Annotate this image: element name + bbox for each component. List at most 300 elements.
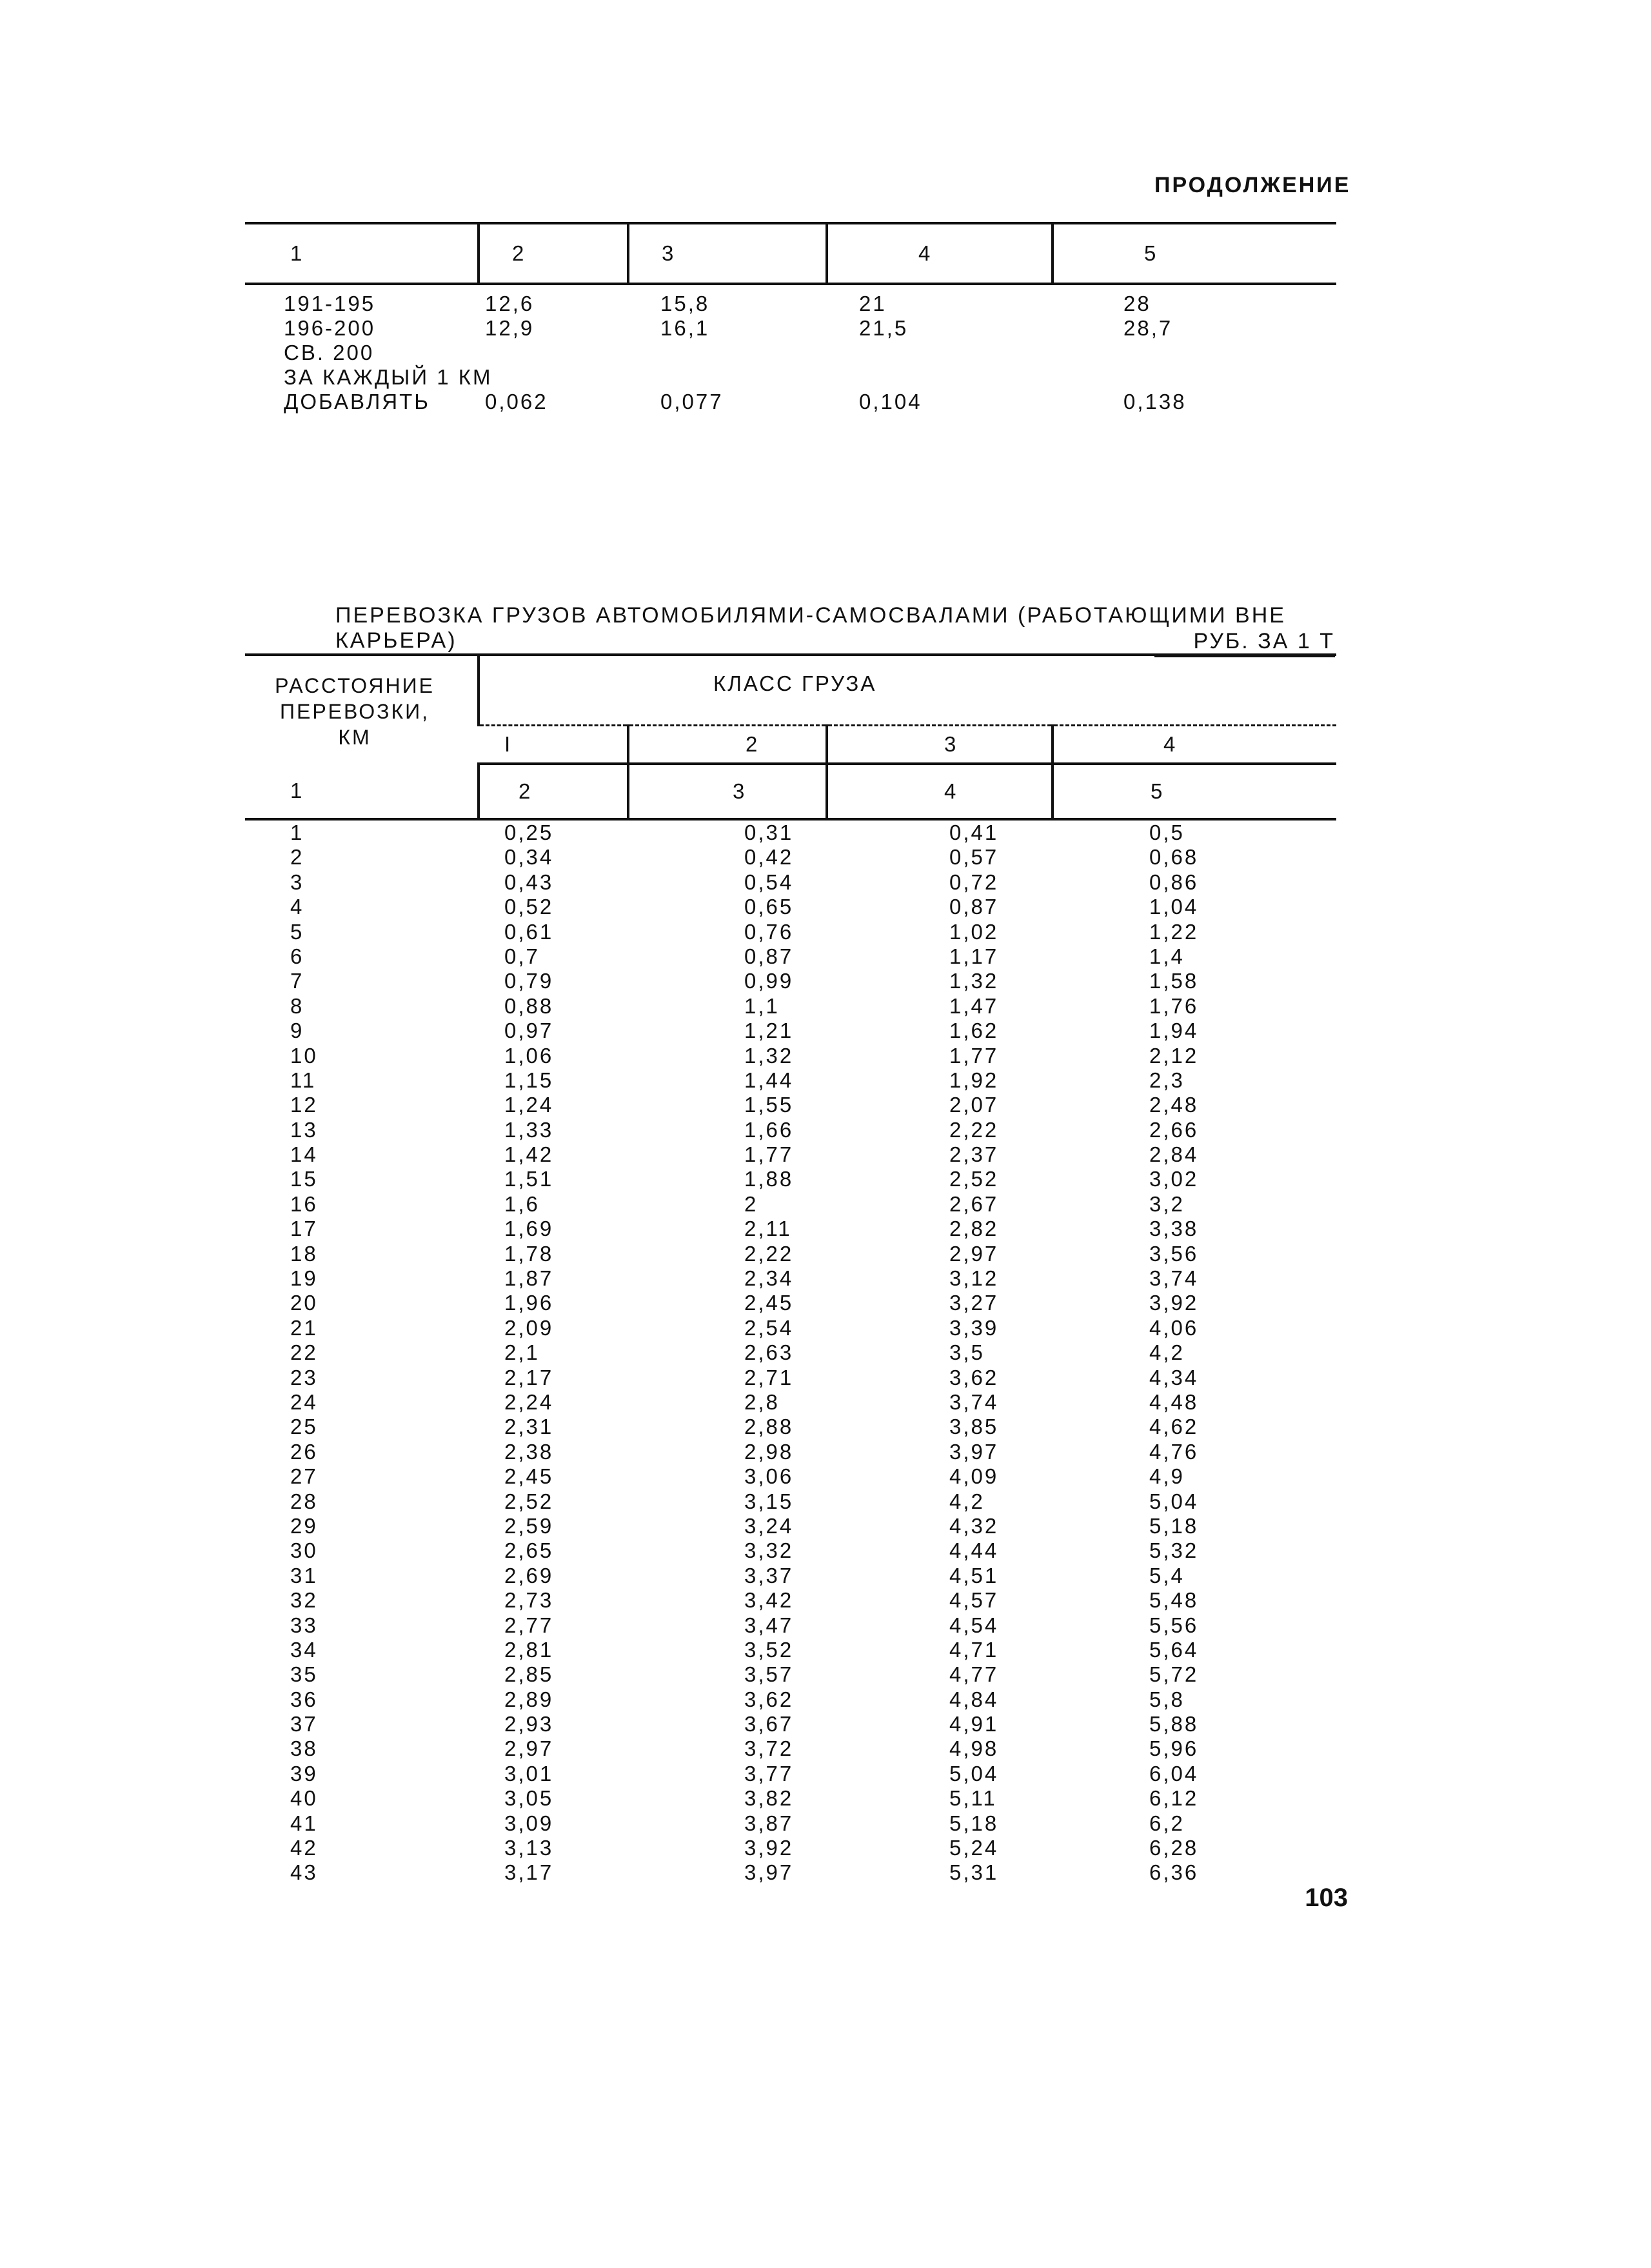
rate-cell: 2,98 <box>744 1439 794 1464</box>
rate-cell: 2,97 <box>949 1241 999 1266</box>
distance-cell: 34 <box>290 1637 318 1662</box>
rate-cell: 3,57 <box>744 1662 794 1687</box>
rate-cell: 3,15 <box>744 1489 794 1513</box>
distance-cell: 15 <box>290 1167 318 1191</box>
rate-cell: 3,74 <box>1149 1266 1199 1291</box>
rate-cell: 5,96 <box>1149 1736 1199 1761</box>
rate-cell: 0,86 <box>1149 870 1199 894</box>
rate-cell: 0,5 <box>1149 821 1185 844</box>
column-number: 2 <box>479 223 628 284</box>
table-row <box>245 1118 1336 1142</box>
rate-cell: 3,47 <box>744 1613 794 1637</box>
table-row <box>245 1217 1336 1241</box>
table-row <box>245 1687 1336 1712</box>
rate-cell: 2,09 <box>504 1315 554 1340</box>
rate-cell: 5,56 <box>1149 1613 1199 1637</box>
rate-cell: 3,2 <box>1149 1191 1185 1216</box>
rate-cell: 3,62 <box>949 1365 999 1389</box>
table-cell: 12,6 <box>485 292 535 315</box>
rate-cell: 1,6 <box>504 1191 540 1216</box>
column-number: 4 <box>827 764 1053 819</box>
rate-cell: 3,06 <box>744 1464 794 1489</box>
table-cell <box>628 341 827 365</box>
distance-cell: 16 <box>290 1191 318 1216</box>
rate-cell: 5,04 <box>1149 1489 1199 1513</box>
table-row <box>245 1366 1336 1390</box>
rate-cell: 0,7 <box>504 944 540 968</box>
table-cell: 16,1 <box>660 316 710 340</box>
rate-cell: 1,32 <box>949 969 999 993</box>
rate-cell: 4,84 <box>949 1687 999 1711</box>
distance-cell: 42 <box>290 1836 318 1860</box>
rate-cell: 2,66 <box>1149 1117 1199 1142</box>
table-row <box>245 1142 1336 1167</box>
table-cell: 12,9 <box>485 316 535 340</box>
distance-cell: 31 <box>290 1563 318 1587</box>
table-cell <box>479 341 628 365</box>
rate-cell: 0,88 <box>504 993 554 1018</box>
rate-cell: 3,82 <box>744 1786 794 1811</box>
rate-cell: 3,17 <box>504 1860 554 1885</box>
rate-cell: 4,32 <box>949 1513 999 1538</box>
rate-cell: 1,21 <box>744 1019 794 1043</box>
rate-cell: 2,82 <box>949 1217 999 1241</box>
distance-cell: 14 <box>290 1142 318 1167</box>
column-number: 3 <box>628 764 827 819</box>
rate-cell: 0,76 <box>744 919 794 944</box>
rate-cell: 4,77 <box>949 1662 999 1687</box>
distance-cell: 38 <box>290 1736 318 1761</box>
table-row <box>245 1762 1336 1786</box>
table-row <box>245 969 1336 993</box>
table-cell <box>827 341 1053 365</box>
table-cell <box>1053 341 1336 365</box>
distance-cell: 11 <box>290 1068 317 1092</box>
rate-cell: 2,22 <box>744 1241 794 1266</box>
rate-cell: 2,22 <box>949 1117 999 1142</box>
rate-cell: 3,92 <box>744 1836 794 1860</box>
table-cell: ДОБАВЛЯТЬ <box>284 390 430 413</box>
table-row <box>245 365 1336 390</box>
rate-cell: 0,61 <box>504 919 554 944</box>
rate-cell: 1,88 <box>744 1167 794 1191</box>
rate-cell: 0,54 <box>744 870 794 894</box>
distance-cell: 2 <box>290 845 304 870</box>
rate-cell: 4,54 <box>949 1613 999 1637</box>
table-row <box>245 1786 1336 1811</box>
rate-cell: 2,54 <box>744 1315 794 1340</box>
rate-cell: 5,11 <box>949 1786 997 1811</box>
rate-cell: 2,45 <box>744 1291 794 1315</box>
table-row <box>245 284 1336 316</box>
rate-cell: 0,65 <box>744 895 794 919</box>
rate-cell: 0,57 <box>949 845 999 870</box>
column-number: 2 <box>479 764 628 819</box>
table-row <box>245 1415 1336 1439</box>
rate-cell: 4,91 <box>949 1712 999 1736</box>
rate-cell: 4,2 <box>1149 1340 1185 1365</box>
table-row <box>245 1736 1336 1761</box>
rate-cell: 1,1 <box>744 993 780 1018</box>
rate-cell: 3,42 <box>744 1588 794 1613</box>
rate-cell: 1,4 <box>1149 944 1185 968</box>
table-row <box>245 1662 1336 1687</box>
distance-cell: 28 <box>290 1489 318 1513</box>
rate-cell: 3,77 <box>744 1761 794 1786</box>
table-row <box>245 895 1336 919</box>
table-row <box>245 1044 1336 1068</box>
rate-cell: 4,2 <box>949 1489 985 1513</box>
rate-cell: 2,65 <box>504 1538 554 1563</box>
rate-cell: 5,48 <box>1149 1588 1199 1613</box>
rate-cell: 0,79 <box>504 969 554 993</box>
distance-cell: 13 <box>290 1117 318 1142</box>
rate-cell: 2,31 <box>504 1415 554 1439</box>
rate-cell: 1,51 <box>504 1167 554 1191</box>
table-row <box>245 1538 1336 1563</box>
distance-header-line: ПЕРЕВОЗКИ, <box>279 700 430 723</box>
table-row <box>245 1588 1336 1613</box>
rate-cell: 4,34 <box>1149 1365 1199 1389</box>
column-number: 4 <box>827 223 1053 284</box>
table-cell: 0,062 <box>485 390 548 413</box>
rate-cell: 5,18 <box>949 1811 999 1835</box>
table-cell: 0,138 <box>1123 390 1187 413</box>
table-row <box>245 1266 1336 1291</box>
cargo-class-column: I <box>479 726 628 764</box>
table-cell: 196-200 <box>284 316 376 340</box>
rate-cell: 2,37 <box>949 1142 999 1167</box>
header-row <box>245 655 1336 726</box>
column-number: 1 <box>245 764 479 819</box>
rate-cell: 6,04 <box>1149 1761 1199 1786</box>
distance-cell: 25 <box>290 1415 318 1439</box>
rate-cell: 1,24 <box>504 1093 554 1117</box>
rate-cell: 1,66 <box>744 1117 794 1142</box>
rate-cell: 1,22 <box>1149 919 1199 944</box>
table-cell <box>479 365 628 390</box>
rate-cell: 0,41 <box>949 821 999 844</box>
distance-cell: 9 <box>290 1019 304 1043</box>
rate-cell: 1,33 <box>504 1117 554 1142</box>
rate-cell: 3,05 <box>504 1786 554 1811</box>
rate-cell: 3,01 <box>504 1761 554 1786</box>
rate-cell: 0,99 <box>744 969 794 993</box>
rate-cell: 1,55 <box>744 1093 794 1117</box>
table-row <box>245 1167 1336 1191</box>
table-row <box>245 316 1336 341</box>
rate-cell: 1,62 <box>949 1019 999 1043</box>
rate-cell: 5,04 <box>949 1761 999 1786</box>
table-row <box>245 1242 1336 1266</box>
rate-cell: 4,44 <box>949 1538 999 1563</box>
rate-cell: 2,97 <box>504 1736 554 1761</box>
rate-cell: 3,87 <box>744 1811 794 1835</box>
distance-cell: 43 <box>290 1860 318 1885</box>
table-cell: 15,8 <box>660 292 710 315</box>
rate-cell: 3,13 <box>504 1836 554 1860</box>
rate-cell: 2,34 <box>744 1266 794 1291</box>
rate-cell: 1,42 <box>504 1142 554 1167</box>
distance-cell: 41 <box>290 1811 318 1835</box>
table-row <box>245 1811 1336 1836</box>
rate-cell: 4,76 <box>1149 1439 1199 1464</box>
cargo-class-column: 2 <box>628 726 827 764</box>
table-cell: ЗА КАЖДЫЙ 1 КМ <box>284 365 493 389</box>
rate-cell: 5,4 <box>1149 1563 1185 1587</box>
rate-cell: 3,97 <box>744 1860 794 1885</box>
rate-cell: 5,8 <box>1149 1687 1185 1711</box>
table-row <box>245 1316 1336 1340</box>
rate-cell: 2,63 <box>744 1340 794 1365</box>
rate-cell: 3,62 <box>744 1687 794 1711</box>
distance-cell: 26 <box>290 1439 318 1464</box>
rate-cell: 3,92 <box>1149 1291 1199 1315</box>
table-cell: СВ. 200 <box>284 341 375 364</box>
rate-cell: 2,52 <box>949 1167 999 1191</box>
rate-cell: 2,85 <box>504 1662 554 1687</box>
rate-cell: 2,88 <box>744 1415 794 1439</box>
freight-rates-table <box>245 653 1336 1885</box>
rate-cell: 1,17 <box>949 944 999 968</box>
table-cell <box>1053 365 1336 390</box>
continuation-label: ПРОДОЛЖЕНИЕ <box>1154 173 1351 197</box>
rate-cell: 3,74 <box>949 1389 999 1414</box>
table-row <box>245 1860 1336 1885</box>
rate-cell: 0,31 <box>744 821 794 844</box>
table-row <box>245 1638 1336 1662</box>
rate-cell: 6,12 <box>1149 1786 1199 1811</box>
rate-cell: 1,06 <box>504 1043 554 1068</box>
rate-cell: 5,24 <box>949 1836 999 1860</box>
rate-cell: 4,71 <box>949 1637 999 1662</box>
distance-cell: 20 <box>290 1291 318 1315</box>
distance-header-line: РАССТОЯНИЕ <box>275 674 435 697</box>
rate-cell: 2,17 <box>504 1365 554 1389</box>
table-cell: 21,5 <box>859 316 909 340</box>
table-cell: 0,104 <box>859 390 922 413</box>
table-row <box>245 1390 1336 1415</box>
rate-rows <box>245 819 1336 1885</box>
rate-cell: 2,45 <box>504 1464 554 1489</box>
column-number: 3 <box>628 223 827 284</box>
rate-cell: 3,32 <box>744 1538 794 1563</box>
distance-cell: 5 <box>290 919 304 944</box>
rate-cell: 2,07 <box>949 1093 999 1117</box>
cargo-class-column: 3 <box>827 726 1053 764</box>
rate-cell: 6,36 <box>1149 1860 1199 1885</box>
distance-cell: 12 <box>290 1093 318 1117</box>
distance-cell: 22 <box>290 1340 318 1365</box>
rate-cell: 2,93 <box>504 1712 554 1736</box>
table-cell: 21 <box>859 292 887 315</box>
rate-cell: 2,1 <box>504 1340 540 1365</box>
table-row <box>245 1712 1336 1736</box>
rate-cell: 4,09 <box>949 1464 999 1489</box>
table-row <box>245 341 1336 365</box>
column-numbering-row <box>245 764 1336 819</box>
table-title: ПЕРЕВОЗКА ГРУЗОВ АВТОМОБИЛЯМИ-САМОСВАЛАМИ (РАБОТАЮЩИМИ ВНЕ КАРЬЕРА) <box>335 603 1286 653</box>
table-row <box>245 1489 1336 1514</box>
table-cell <box>628 365 827 390</box>
distance-cell: 8 <box>290 993 304 1018</box>
table-row <box>245 1291 1336 1315</box>
distance-cell: 27 <box>290 1464 318 1489</box>
rate-cell: 4,57 <box>949 1588 999 1613</box>
rate-cell: 1,78 <box>504 1241 554 1266</box>
rate-cell: 1,02 <box>949 919 999 944</box>
table-row <box>245 845 1336 870</box>
table-row <box>245 1564 1336 1588</box>
distance-cell: 39 <box>290 1761 318 1786</box>
rate-cell: 2,24 <box>504 1389 554 1414</box>
distance-cell: 4 <box>290 895 304 919</box>
rate-cell: 1,32 <box>744 1043 794 1068</box>
table-cell: 191-195 <box>284 292 376 315</box>
column-number: 5 <box>1053 223 1336 284</box>
rate-cell: 3,37 <box>744 1563 794 1587</box>
distance-cell: 17 <box>290 1217 318 1241</box>
rate-cell: 1,77 <box>949 1043 999 1068</box>
rate-cell: 1,76 <box>1149 993 1199 1018</box>
table-cell: 28,7 <box>1123 316 1173 340</box>
rate-cell: 2,73 <box>504 1588 554 1613</box>
rate-cell: 5,31 <box>949 1860 999 1885</box>
rate-cell: 2,12 <box>1149 1043 1199 1068</box>
distance-cell: 7 <box>290 969 304 993</box>
rate-cell: 1,94 <box>1149 1019 1199 1043</box>
rate-cell: 0,68 <box>1149 845 1199 870</box>
rate-cell: 2,81 <box>504 1637 554 1662</box>
distance-cell: 30 <box>290 1538 318 1563</box>
rate-cell: 1,77 <box>744 1142 794 1167</box>
rate-cell: 5,32 <box>1149 1538 1199 1563</box>
cargo-class-column: 4 <box>1053 726 1336 764</box>
rate-cell: 4,48 <box>1149 1389 1199 1414</box>
rate-cell: 1,44 <box>744 1068 794 1092</box>
rate-cell: 3,56 <box>1149 1241 1199 1266</box>
table-row <box>245 1440 1336 1464</box>
distance-cell: 10 <box>290 1043 318 1068</box>
rate-cell: 0,42 <box>744 845 794 870</box>
table-row <box>245 944 1336 969</box>
table-row <box>245 1068 1336 1093</box>
rate-cell: 3,85 <box>949 1415 999 1439</box>
column-number: 5 <box>1053 764 1336 819</box>
rate-cell: 6,2 <box>1149 1811 1185 1835</box>
rate-cell: 2,84 <box>1149 1142 1199 1167</box>
rate-cell: 3,02 <box>1149 1167 1199 1191</box>
rate-cell: 0,87 <box>949 895 999 919</box>
table-cell <box>827 365 1053 390</box>
rate-cell: 5,18 <box>1149 1513 1199 1538</box>
rate-cell: 1,92 <box>949 1068 999 1092</box>
rate-cell: 2,48 <box>1149 1093 1199 1117</box>
rate-cell: 0,72 <box>949 870 999 894</box>
rate-cell: 1,04 <box>1149 895 1199 919</box>
table-row <box>245 1613 1336 1638</box>
rate-cell: 2 <box>744 1191 758 1216</box>
rate-cell: 4,51 <box>949 1563 999 1587</box>
rate-cell: 3,24 <box>744 1513 794 1538</box>
distance-cell: 40 <box>290 1786 318 1811</box>
rate-cell: 0,34 <box>504 845 554 870</box>
rate-cell: 2,59 <box>504 1513 554 1538</box>
rate-cell: 3,72 <box>744 1736 794 1761</box>
rate-cell: 1,96 <box>504 1291 554 1315</box>
rate-cell: 3,5 <box>949 1340 985 1365</box>
rate-cell: 2,8 <box>744 1389 780 1414</box>
page-number: 103 <box>1305 1884 1348 1912</box>
distance-cell: 32 <box>290 1588 318 1613</box>
distance-cell: 3 <box>290 870 304 894</box>
table-row <box>245 1514 1336 1538</box>
table-row <box>245 1340 1336 1365</box>
rate-cell: 3,27 <box>949 1291 999 1315</box>
distance-header-line: КМ <box>338 726 371 749</box>
distance-cell: 35 <box>290 1662 318 1687</box>
rate-cell: 4,98 <box>949 1736 999 1761</box>
distance-cell: 33 <box>290 1613 318 1637</box>
rate-cell: 4,06 <box>1149 1315 1199 1340</box>
distance-cell: 1 <box>290 821 304 844</box>
rate-cell: 4,62 <box>1149 1415 1199 1439</box>
rate-cell: 1,69 <box>504 1217 554 1241</box>
rate-cell: 5,88 <box>1149 1712 1199 1736</box>
column-number: 1 <box>245 223 479 284</box>
rate-cell: 3,09 <box>504 1811 554 1835</box>
rate-cell: 1,87 <box>504 1266 554 1291</box>
distance-cell: 23 <box>290 1365 318 1389</box>
rate-cell: 0,43 <box>504 870 554 894</box>
rate-cell: 1,58 <box>1149 969 1199 993</box>
distance-cell: 24 <box>290 1389 318 1414</box>
distance-header <box>245 655 479 764</box>
distance-cell: 6 <box>290 944 304 968</box>
rate-cell: 0,87 <box>744 944 794 968</box>
rate-cell: 1,15 <box>504 1068 554 1092</box>
continuation-table <box>245 222 1336 414</box>
table-row <box>245 870 1336 895</box>
distance-cell: 18 <box>290 1241 318 1266</box>
rate-cell: 4,9 <box>1149 1464 1185 1489</box>
rate-cell: 2,67 <box>949 1191 999 1216</box>
rate-cell: 5,72 <box>1149 1662 1199 1687</box>
table-row <box>245 1836 1336 1860</box>
rate-cell: 3,38 <box>1149 1217 1199 1241</box>
rate-cell: 2,77 <box>504 1613 554 1637</box>
rate-cell: 0,97 <box>504 1019 554 1043</box>
rate-cell: 2,69 <box>504 1563 554 1587</box>
table-row <box>245 1093 1336 1117</box>
table-row <box>245 390 1336 414</box>
rate-cell: 2,11 <box>744 1217 792 1241</box>
rate-cell: 3,39 <box>949 1315 999 1340</box>
table-row <box>245 920 1336 944</box>
rate-cell: 3,12 <box>949 1266 999 1291</box>
rate-cell: 2,38 <box>504 1439 554 1464</box>
rate-cell: 3,97 <box>949 1439 999 1464</box>
distance-cell: 29 <box>290 1513 318 1538</box>
rate-cell: 0,52 <box>504 895 554 919</box>
cargo-class-header: КЛАСС ГРУЗА <box>479 655 1336 726</box>
table-row <box>245 1464 1336 1489</box>
distance-cell: 36 <box>290 1687 318 1711</box>
rate-cell: 0,25 <box>504 821 554 844</box>
table-cell: 28 <box>1123 292 1151 315</box>
table-row <box>245 994 1336 1019</box>
rate-cell: 3,52 <box>744 1637 794 1662</box>
